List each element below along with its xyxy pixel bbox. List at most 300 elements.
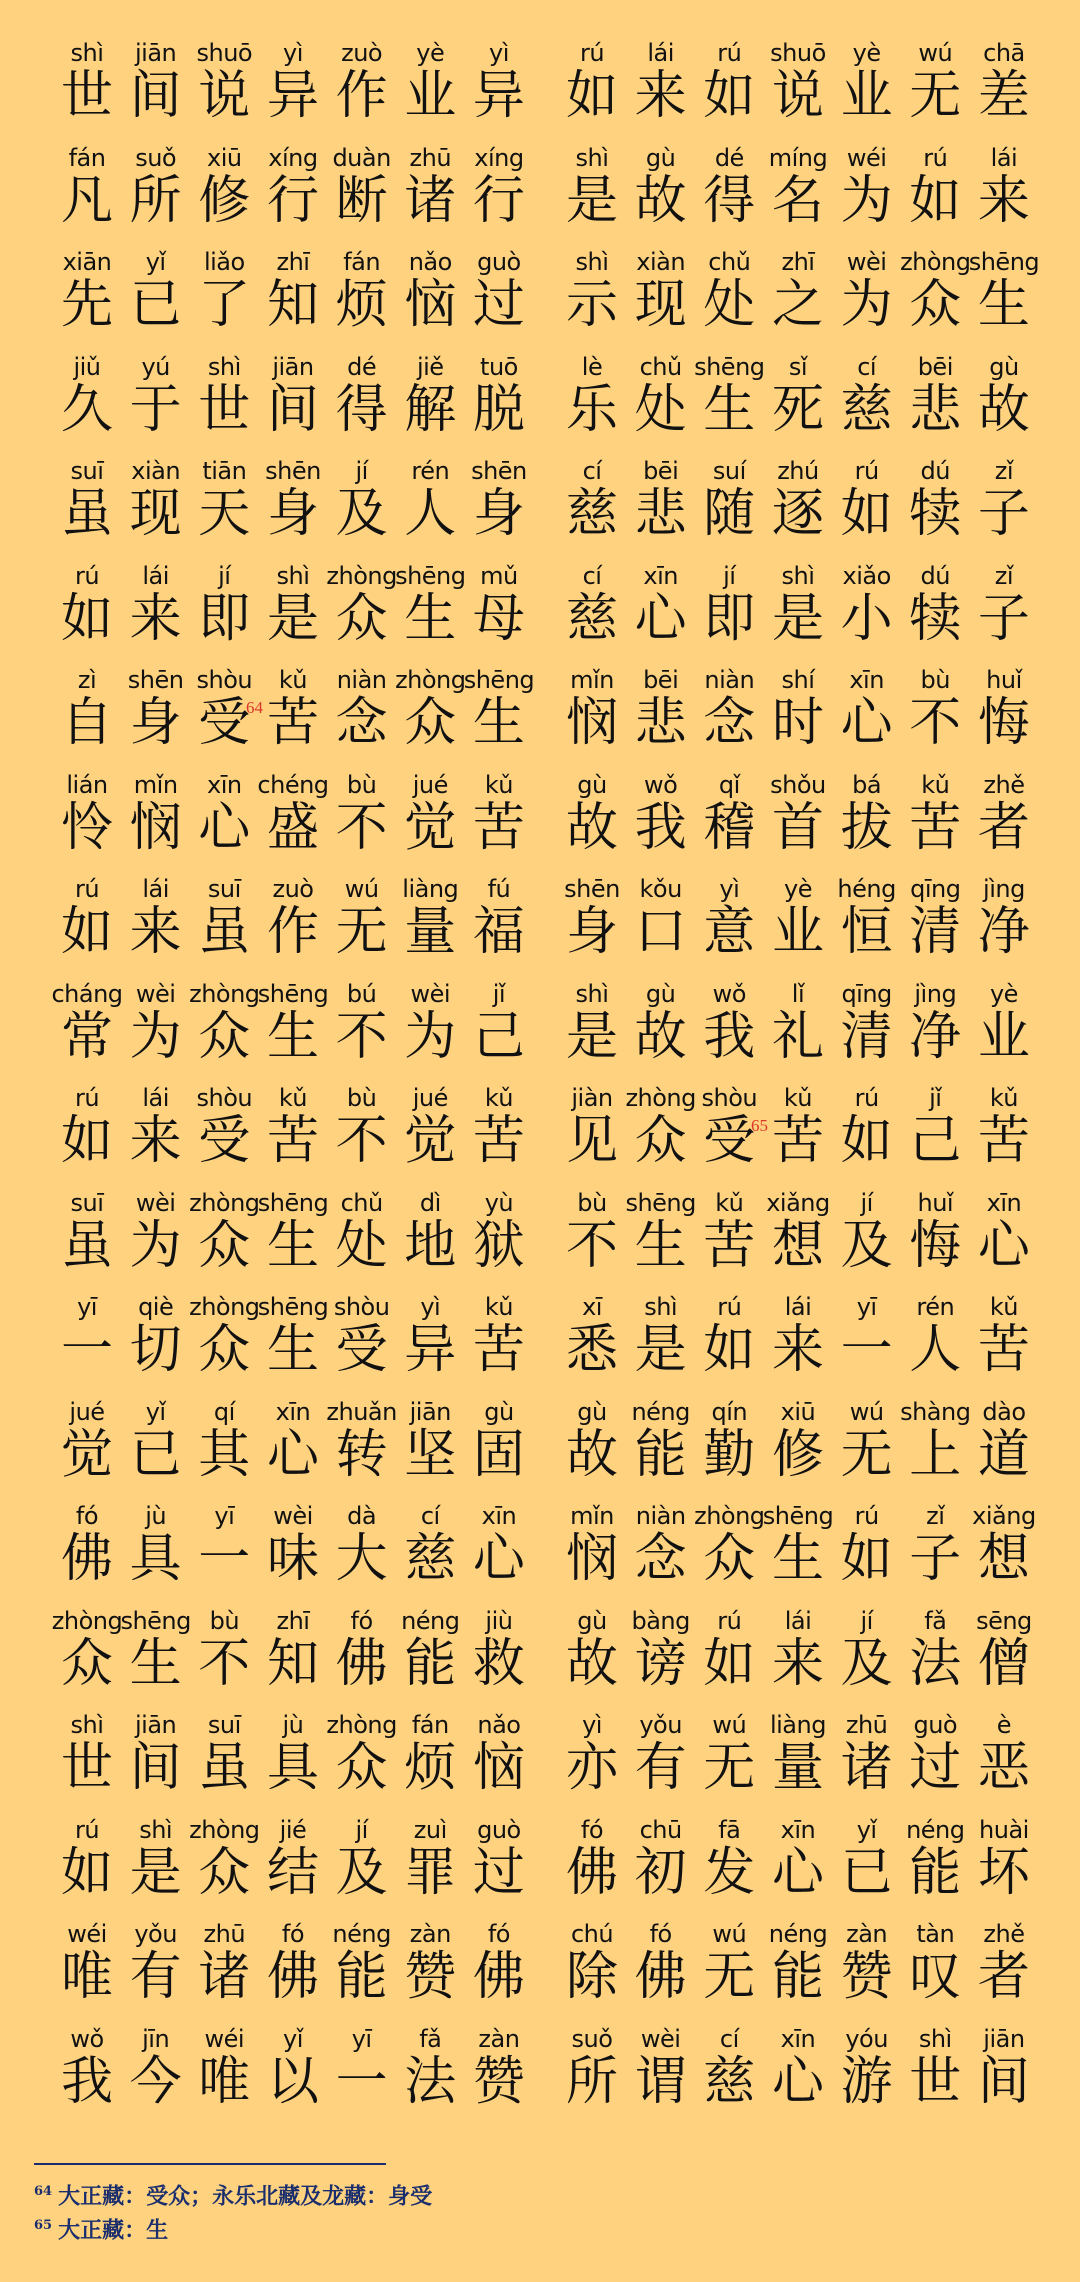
hanzi: 赞 xyxy=(840,1947,893,2007)
pinyin: cí xyxy=(582,457,602,485)
hanzi: 于 xyxy=(129,379,182,440)
pinyin: yī xyxy=(856,1293,877,1321)
hanzi: 众 xyxy=(703,1529,756,1589)
character-cell xyxy=(975,2024,1033,2110)
pinyin: qīng xyxy=(841,979,892,1008)
hanzi: 故 xyxy=(634,1006,687,1067)
character-cell xyxy=(906,1606,964,1692)
character-cell xyxy=(900,1397,971,1485)
verse-line-right xyxy=(563,247,1040,352)
character-cell xyxy=(769,561,827,647)
verse-line-right xyxy=(563,561,1033,666)
pinyin: rú xyxy=(854,1502,879,1530)
hanzi: 如 xyxy=(840,1529,893,1589)
hanzi: 来 xyxy=(129,902,182,962)
character-cell xyxy=(838,1083,896,1169)
verse-line-left xyxy=(51,979,528,1084)
footnote-text: 大正藏：生 xyxy=(58,2217,169,2244)
verse-line-left xyxy=(58,1919,528,2024)
character-cell xyxy=(975,38,1033,124)
character-cell xyxy=(58,1815,116,1901)
hanzi: 烦 xyxy=(335,275,388,335)
pinyin: jiǔ xyxy=(73,352,101,381)
hanzi: 今 xyxy=(129,2051,182,2112)
character-cell xyxy=(326,1397,397,1485)
pinyin: dào xyxy=(982,1397,1026,1426)
hanzi: 常 xyxy=(60,1006,113,1067)
character-cell xyxy=(470,456,528,542)
pinyin: zhòng xyxy=(326,1711,397,1739)
character-cell xyxy=(700,770,758,856)
verse-line-right xyxy=(563,1710,1033,1815)
character-cell xyxy=(195,1083,253,1169)
pinyin: kǔ xyxy=(989,1293,1018,1321)
hanzi: 名 xyxy=(771,170,824,231)
hanzi: 赞 xyxy=(404,1947,457,2007)
character-cell xyxy=(333,247,391,333)
hanzi: 心 xyxy=(634,588,687,649)
character-cell xyxy=(906,1710,964,1796)
hanzi: 生 xyxy=(266,1006,319,1067)
character-cell xyxy=(838,38,896,124)
pinyin: shēng xyxy=(463,666,535,694)
verse-row xyxy=(58,143,1033,248)
hanzi: 能 xyxy=(909,1842,962,1903)
pinyin: jí xyxy=(355,1815,368,1844)
pinyin: suǒ xyxy=(571,2024,613,2053)
hanzi: 不 xyxy=(565,1215,618,1276)
character-cell xyxy=(906,874,964,960)
character-cell xyxy=(264,561,322,647)
hanzi: 大 xyxy=(335,1529,388,1589)
pinyin: yì xyxy=(719,875,740,903)
pinyin: yè xyxy=(416,39,445,67)
character-cell xyxy=(906,1815,964,1901)
hanzi: 异 xyxy=(404,1320,457,1380)
pinyin: jí xyxy=(355,457,368,485)
pinyin: shēng xyxy=(625,1188,696,1217)
pinyin: suǒ xyxy=(135,143,177,172)
pinyin: néng xyxy=(401,1606,460,1635)
hanzi: 之 xyxy=(771,275,824,335)
character-cell xyxy=(838,2024,896,2110)
hanzi: 味 xyxy=(266,1529,319,1589)
pinyin: bù xyxy=(577,1188,607,1217)
pinyin: fǎ xyxy=(924,1606,947,1635)
hanzi: 不 xyxy=(909,693,962,753)
hanzi: 诸 xyxy=(404,170,457,231)
hanzi: 天 xyxy=(198,484,251,544)
hanzi: 有 xyxy=(634,1738,687,1798)
hanzi: 受 xyxy=(198,693,251,753)
verse-line-right xyxy=(563,143,1033,248)
character-cell xyxy=(333,1815,391,1901)
footnote-text: 大正藏：受众；永乐北藏及龙藏：身受 xyxy=(58,2183,433,2210)
pinyin: niàn xyxy=(336,666,387,694)
character-cell xyxy=(632,874,690,960)
verse-line-left xyxy=(58,143,528,248)
character-cell xyxy=(906,1083,964,1169)
pinyin: chǔ xyxy=(708,248,751,276)
hanzi: 烦 xyxy=(404,1738,457,1798)
pinyin: suī xyxy=(207,875,241,903)
character-cell xyxy=(189,979,260,1067)
hanzi: 能 xyxy=(634,1424,687,1485)
pinyin: rén xyxy=(916,1293,955,1321)
hanzi: 觉 xyxy=(60,1424,113,1485)
verse-line-left xyxy=(58,2024,528,2129)
character-cell xyxy=(563,1606,621,1692)
hanzi: 能 xyxy=(335,1947,388,2007)
hanzi: 众 xyxy=(335,1738,388,1798)
verse-row xyxy=(58,1188,1033,1293)
hanzi: 作 xyxy=(335,66,388,126)
hanzi: 说 xyxy=(771,66,824,126)
character-cell xyxy=(700,979,758,1065)
character-cell xyxy=(463,665,535,753)
character-cell xyxy=(906,770,964,856)
hanzi: 故 xyxy=(565,1633,618,1694)
pinyin: héng xyxy=(837,875,896,903)
character-cell xyxy=(58,1292,116,1378)
hanzi: 及 xyxy=(335,484,388,544)
character-cell xyxy=(563,1292,621,1378)
hanzi: 故 xyxy=(565,1424,618,1485)
pinyin: fā xyxy=(718,1815,741,1844)
hanzi: 我 xyxy=(703,1006,756,1067)
pinyin: kǔ xyxy=(989,1084,1018,1112)
pinyin: zhě xyxy=(983,1920,1025,1948)
hanzi: 是 xyxy=(266,588,319,649)
character-cell xyxy=(195,1606,253,1692)
hanzi: 众 xyxy=(404,693,457,753)
character-cell xyxy=(838,1815,896,1901)
footnote-65 xyxy=(34,2209,432,2243)
hanzi: 己 xyxy=(472,1006,525,1067)
pinyin: lái xyxy=(142,875,169,903)
verse-row xyxy=(58,456,1033,561)
hanzi: 心 xyxy=(266,1424,319,1485)
pinyin: yì xyxy=(489,39,509,67)
verse-line-left xyxy=(58,247,528,352)
character-cell xyxy=(264,247,322,333)
character-cell xyxy=(632,143,690,229)
verse-grid xyxy=(51,38,1040,2128)
hanzi: 子 xyxy=(977,484,1030,544)
pinyin: liàng xyxy=(769,1711,826,1739)
hanzi: 来 xyxy=(129,1111,182,1171)
pinyin: yǐ xyxy=(856,1815,877,1844)
character-cell xyxy=(625,1083,696,1171)
verse-line-left xyxy=(58,352,528,457)
character-cell xyxy=(975,1188,1033,1274)
pinyin: shēng xyxy=(120,1606,191,1635)
character-cell xyxy=(326,561,397,649)
pinyin: xiǎng xyxy=(972,1502,1036,1530)
pinyin: lái xyxy=(142,561,169,590)
pinyin: jiān xyxy=(135,1711,177,1739)
character-cell xyxy=(127,561,185,647)
verse-line-left xyxy=(58,1188,528,1293)
pinyin: shì xyxy=(70,1711,104,1739)
verse-row xyxy=(58,352,1033,457)
verse-row xyxy=(58,874,1033,979)
pinyin: yóu xyxy=(845,2024,888,2053)
character-cell xyxy=(401,1083,459,1169)
pinyin: zuò xyxy=(341,39,383,67)
character-cell xyxy=(563,38,621,124)
footnote-marker: 64 xyxy=(245,698,263,717)
character-cell xyxy=(195,143,253,229)
pinyin: shēng xyxy=(257,1293,329,1321)
hanzi: 处 xyxy=(634,379,687,440)
hanzi: 间 xyxy=(266,379,319,440)
pinyin: jìng xyxy=(914,979,957,1008)
pinyin: xiū xyxy=(780,1397,816,1426)
character-cell xyxy=(333,143,391,229)
pinyin: liàng xyxy=(402,875,459,903)
pinyin: néng xyxy=(906,1815,965,1844)
character-cell xyxy=(127,1815,185,1901)
pinyin: wèi xyxy=(640,2024,681,2053)
character-cell xyxy=(395,561,466,649)
hanzi: 母 xyxy=(472,588,525,649)
verse-row xyxy=(58,1501,1036,1606)
character-cell xyxy=(58,770,116,856)
character-cell xyxy=(470,2024,528,2110)
character-cell xyxy=(632,38,690,124)
character-cell xyxy=(632,247,690,333)
pinyin: yè xyxy=(783,875,812,903)
character-cell xyxy=(195,352,253,438)
character-cell xyxy=(470,1815,528,1901)
character-cell xyxy=(195,561,253,647)
verse-line-left xyxy=(58,1710,528,1815)
pinyin: zhòng xyxy=(625,1084,696,1112)
hanzi: 死 xyxy=(771,379,824,440)
character-cell xyxy=(906,38,964,124)
hanzi: 苦 xyxy=(909,797,962,858)
character-cell xyxy=(264,1083,322,1169)
character-cell xyxy=(333,770,391,856)
character-cell xyxy=(769,1919,827,2005)
pinyin: guò xyxy=(913,1711,958,1739)
character-cell xyxy=(245,665,322,753)
hanzi: 及 xyxy=(335,1842,388,1903)
pinyin: jiě xyxy=(416,352,444,381)
character-cell xyxy=(189,1188,260,1276)
character-cell xyxy=(264,456,322,542)
pinyin: mǐn xyxy=(570,666,614,694)
pinyin: lái xyxy=(784,1606,812,1635)
character-cell xyxy=(127,1501,185,1587)
character-cell xyxy=(58,456,116,542)
character-cell xyxy=(470,1083,528,1169)
character-cell xyxy=(127,874,185,960)
character-cell xyxy=(333,1919,391,2005)
hanzi: 悲 xyxy=(909,379,962,440)
character-cell xyxy=(906,1919,964,2005)
pinyin: zhòng xyxy=(900,248,971,276)
pinyin: huài xyxy=(979,1815,1029,1844)
pinyin: kǔ xyxy=(484,1293,513,1321)
pinyin: zhū xyxy=(409,143,452,172)
pinyin: suī xyxy=(70,1188,104,1217)
hanzi: 过 xyxy=(909,1738,962,1798)
verse-line-left xyxy=(58,665,535,770)
verse-row xyxy=(58,2024,1033,2129)
pinyin: jǐ xyxy=(929,1084,942,1112)
character-cell xyxy=(975,143,1033,229)
pinyin: wéi xyxy=(846,143,887,172)
pinyin: wèi xyxy=(135,979,176,1008)
pinyin: bá xyxy=(852,770,882,799)
verse-line-right xyxy=(563,1292,1033,1397)
character-cell xyxy=(975,1919,1033,2005)
pinyin: zhòng xyxy=(189,1815,260,1844)
character-cell xyxy=(470,1397,528,1483)
pinyin: xīn xyxy=(780,1815,816,1844)
pinyin: shēng xyxy=(694,352,765,381)
pinyin: yì xyxy=(582,1711,602,1739)
character-cell xyxy=(563,1501,621,1587)
pinyin: shàng xyxy=(900,1397,971,1426)
pinyin: lǐ xyxy=(791,979,805,1008)
character-cell xyxy=(838,1919,896,2005)
hanzi: 为 xyxy=(404,1006,457,1067)
verse-line-right xyxy=(563,770,1033,875)
character-cell xyxy=(700,1397,758,1483)
verse-row xyxy=(51,979,1033,1084)
character-cell xyxy=(632,1501,690,1587)
pinyin: zàn xyxy=(409,1920,451,1948)
pinyin: bú xyxy=(346,979,377,1008)
hanzi: 众 xyxy=(909,275,962,335)
character-cell xyxy=(470,770,528,856)
verse-row xyxy=(58,561,1033,666)
pinyin: liǎo xyxy=(203,248,245,276)
pinyin: kǔ xyxy=(921,770,950,799)
character-cell xyxy=(700,1083,758,1169)
pinyin: jiù xyxy=(485,1606,513,1635)
character-cell xyxy=(769,1292,827,1378)
pinyin: yú xyxy=(141,352,170,381)
character-cell xyxy=(264,874,322,960)
character-cell xyxy=(470,874,528,960)
hanzi: 过 xyxy=(472,275,525,335)
hanzi: 慈 xyxy=(840,379,893,440)
character-cell xyxy=(127,1188,185,1274)
pinyin: qǐ xyxy=(718,770,740,799)
hanzi: 恶 xyxy=(977,1738,1030,1798)
pinyin: xiǎo xyxy=(842,561,891,590)
hanzi: 其 xyxy=(198,1424,251,1485)
pinyin: xiǎng xyxy=(766,1188,830,1217)
pinyin: qīng xyxy=(910,875,961,903)
pinyin: jí xyxy=(860,1606,873,1635)
pinyin: cí xyxy=(420,1502,440,1530)
character-cell xyxy=(975,352,1033,438)
character-cell xyxy=(195,1397,253,1483)
pinyin: xīn xyxy=(207,770,242,799)
verse-line-right xyxy=(563,1919,1033,2024)
character-cell xyxy=(257,979,329,1067)
hanzi: 礼 xyxy=(771,1006,824,1067)
pinyin: dì xyxy=(419,1188,441,1217)
character-cell xyxy=(58,1188,116,1274)
hanzi: 坏 xyxy=(977,1842,1030,1903)
pinyin: fó xyxy=(487,1920,510,1948)
hanzi: 业 xyxy=(404,66,457,126)
character-cell xyxy=(563,1083,621,1169)
hanzi: 来 xyxy=(129,588,182,649)
pinyin: bàng xyxy=(631,1606,690,1635)
pinyin: tiān xyxy=(202,457,247,485)
pinyin: xīn xyxy=(849,666,884,694)
hanzi: 生 xyxy=(634,1215,687,1276)
hanzi: 一 xyxy=(60,1320,113,1380)
character-cell xyxy=(563,247,621,333)
character-cell xyxy=(58,38,116,124)
character-cell xyxy=(58,665,116,751)
hanzi: 一 xyxy=(335,2051,388,2112)
character-cell xyxy=(127,38,185,124)
hanzi: 断 xyxy=(335,170,388,231)
character-cell xyxy=(906,143,964,229)
hanzi: 诸 xyxy=(840,1738,893,1798)
character-cell xyxy=(401,1710,459,1796)
hanzi: 生 xyxy=(771,1529,824,1589)
character-cell xyxy=(264,1397,322,1483)
character-cell xyxy=(563,143,621,229)
pinyin: lái xyxy=(647,39,674,67)
hanzi: 生 xyxy=(404,588,457,649)
pinyin: jí xyxy=(723,561,736,590)
verse-line-right xyxy=(563,456,1033,561)
hanzi: 心 xyxy=(771,2051,824,2112)
verse-line-left xyxy=(58,456,528,561)
hanzi: 念 xyxy=(634,1529,687,1589)
pinyin: qiè xyxy=(138,1293,174,1321)
character-cell xyxy=(58,247,116,333)
hanzi: 众 xyxy=(335,588,388,649)
hanzi: 初 xyxy=(634,1842,687,1903)
hanzi: 能 xyxy=(771,1947,824,2007)
pinyin: lái xyxy=(142,1084,169,1112)
hanzi: 苦 xyxy=(472,1111,525,1171)
pinyin: yī xyxy=(351,2024,372,2053)
verse-line-right xyxy=(563,979,1033,1084)
pinyin: bù xyxy=(209,1606,240,1635)
character-cell xyxy=(127,1083,185,1169)
hanzi: 佛 xyxy=(565,1842,618,1903)
pinyin: dé xyxy=(347,352,377,381)
pinyin: wǒ xyxy=(70,2024,104,2053)
character-cell xyxy=(401,1501,459,1587)
hanzi: 无 xyxy=(703,1738,756,1798)
hanzi: 来 xyxy=(771,1633,824,1694)
hanzi: 无 xyxy=(909,66,962,126)
hanzi: 佛 xyxy=(335,1633,388,1694)
pinyin: kǔ xyxy=(278,1084,308,1112)
hanzi: 念 xyxy=(703,693,756,753)
character-cell xyxy=(58,1083,116,1169)
hanzi: 已 xyxy=(840,1842,893,1903)
character-cell xyxy=(470,352,528,438)
pinyin: gù xyxy=(989,352,1019,381)
character-cell xyxy=(127,2024,185,2110)
hanzi: 间 xyxy=(129,1738,182,1798)
